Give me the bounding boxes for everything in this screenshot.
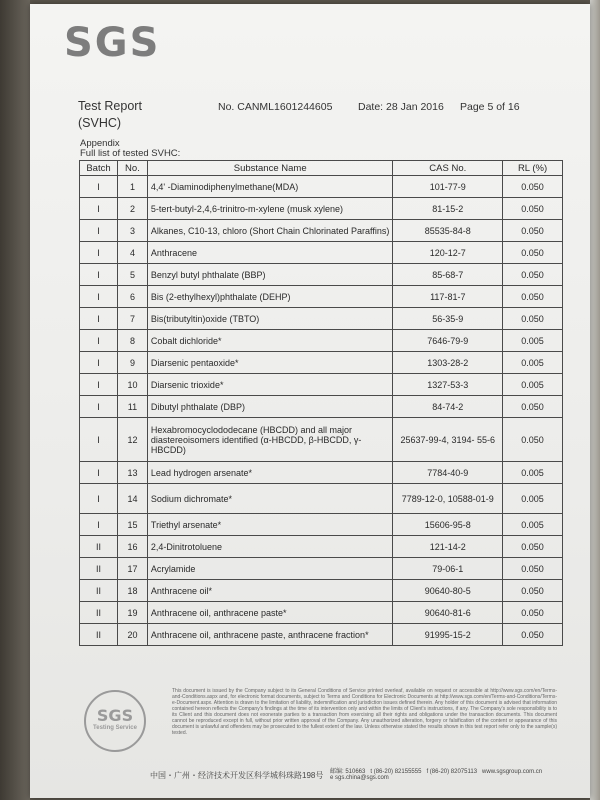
cell-substance: 5-tert-butyl-2,4,6-trinitro-m-xylene (musk xylene) bbox=[147, 198, 393, 220]
page-number: Page 5 of 16 bbox=[460, 101, 520, 113]
cell-substance: 4,4' -Diaminodiphenylmethane(MDA) bbox=[147, 176, 393, 198]
table-row bbox=[80, 286, 563, 308]
cell-batch: II bbox=[80, 624, 118, 646]
report-number: No. CANML1601244605 bbox=[218, 101, 333, 113]
cell-batch: I bbox=[80, 396, 118, 418]
cell-substance: Dibutyl phthalate (DBP) bbox=[147, 396, 393, 418]
cell-substance: 2,4-Dinitrotoluene bbox=[147, 536, 393, 558]
cell-rl: 0.005 bbox=[503, 374, 563, 396]
cell-batch: I bbox=[80, 308, 118, 330]
table-row bbox=[80, 242, 563, 264]
cell-no: 17 bbox=[117, 558, 147, 580]
appendix-label: Appendix bbox=[80, 138, 120, 149]
footer-fax: f (86-20) 82075113 bbox=[426, 769, 478, 775]
table-row bbox=[80, 536, 563, 558]
cell-cas: 25637-99-4, 3194- 55-6 bbox=[393, 418, 503, 462]
cell-substance: Lead hydrogen arsenate* bbox=[147, 462, 393, 484]
cell-substance: Bis (2-ethylhexyl)phthalate (DEHP) bbox=[147, 286, 393, 308]
column-header-batch: Batch bbox=[80, 161, 118, 176]
cell-cas: 120-12-7 bbox=[393, 242, 503, 264]
cell-rl: 0.050 bbox=[503, 242, 563, 264]
cell-no: 10 bbox=[117, 374, 147, 396]
cell-substance: Acrylamide bbox=[147, 558, 393, 580]
cell-no: 6 bbox=[117, 286, 147, 308]
cell-rl: 0.050 bbox=[503, 220, 563, 242]
table-row bbox=[80, 558, 563, 580]
report-title: Test Report bbox=[78, 99, 142, 113]
cell-batch: II bbox=[80, 558, 118, 580]
cell-cas: 7646-79-9 bbox=[393, 330, 503, 352]
cell-substance: Benzyl butyl phthalate (BBP) bbox=[147, 264, 393, 286]
cell-no: 18 bbox=[117, 580, 147, 602]
cell-rl: 0.050 bbox=[503, 396, 563, 418]
column-header-rl: RL (%) bbox=[503, 161, 563, 176]
cell-substance: Diarsenic pentaoxide* bbox=[147, 352, 393, 374]
cell-batch: I bbox=[80, 514, 118, 536]
cell-rl: 0.050 bbox=[503, 264, 563, 286]
table-row bbox=[80, 602, 563, 624]
cell-no: 11 bbox=[117, 396, 147, 418]
cell-batch: I bbox=[80, 242, 118, 264]
report-subtitle: (SVHC) bbox=[78, 116, 122, 130]
cell-no: 7 bbox=[117, 308, 147, 330]
sgs-logo: SGS bbox=[64, 20, 161, 66]
cell-batch: I bbox=[80, 462, 118, 484]
cell-cas: 85-68-7 bbox=[393, 264, 503, 286]
table-row bbox=[80, 330, 563, 352]
cell-rl: 0.005 bbox=[503, 462, 563, 484]
cell-cas: 117-81-7 bbox=[393, 286, 503, 308]
footer-postcode: 邮编: 510663 bbox=[330, 769, 366, 775]
cell-no: 2 bbox=[117, 198, 147, 220]
cell-rl: 0.050 bbox=[503, 418, 563, 462]
cell-batch: I bbox=[80, 264, 118, 286]
cell-no: 19 bbox=[117, 602, 147, 624]
footer-web: www.sgsgroup.com.cn bbox=[482, 769, 543, 775]
cell-no: 20 bbox=[117, 624, 147, 646]
cell-batch: II bbox=[80, 580, 118, 602]
cell-no: 15 bbox=[117, 514, 147, 536]
footer-phone: t (86-20) 82155555 bbox=[370, 769, 422, 775]
cell-cas: 7789-12-0, 10588-01-9 bbox=[393, 484, 503, 514]
cell-substance: Anthracene oil* bbox=[147, 580, 393, 602]
cell-no: 8 bbox=[117, 330, 147, 352]
table-row bbox=[80, 624, 563, 646]
svhc-table bbox=[79, 160, 563, 646]
cell-batch: I bbox=[80, 176, 118, 198]
cell-rl: 0.050 bbox=[503, 176, 563, 198]
cell-rl: 0.005 bbox=[503, 484, 563, 514]
footer-address-cn: 中国・广州・经济技术开发区科学城科珠路198号 bbox=[150, 771, 324, 780]
cell-rl: 0.005 bbox=[503, 330, 563, 352]
table-row bbox=[80, 484, 563, 514]
cell-substance: Anthracene oil, anthracene paste* bbox=[147, 602, 393, 624]
table-header-row bbox=[80, 161, 563, 176]
cell-no: 9 bbox=[117, 352, 147, 374]
cell-rl: 0.050 bbox=[503, 536, 563, 558]
sgs-seal-stamp bbox=[84, 690, 146, 752]
cell-cas: 101-77-9 bbox=[393, 176, 503, 198]
column-header-cas: CAS No. bbox=[393, 161, 503, 176]
cell-substance: Diarsenic trioxide* bbox=[147, 374, 393, 396]
table-row bbox=[80, 176, 563, 198]
table-row bbox=[80, 396, 563, 418]
cell-no: 1 bbox=[117, 176, 147, 198]
cell-batch: I bbox=[80, 330, 118, 352]
cell-substance: Triethyl arsenate* bbox=[147, 514, 393, 536]
cell-batch: I bbox=[80, 418, 118, 462]
cell-rl: 0.050 bbox=[503, 286, 563, 308]
cell-rl: 0.050 bbox=[503, 580, 563, 602]
cell-cas: 79-06-1 bbox=[393, 558, 503, 580]
table-row bbox=[80, 308, 563, 330]
cell-batch: I bbox=[80, 286, 118, 308]
cell-batch: I bbox=[80, 484, 118, 514]
cell-substance: Anthracene oil, anthracene paste, anthracene fraction* bbox=[147, 624, 393, 646]
cell-substance: Alkanes, C10-13, chloro (Short Chain Chlorinated Paraffins) bbox=[147, 220, 393, 242]
cell-substance: Cobalt dichloride* bbox=[147, 330, 393, 352]
cell-batch: II bbox=[80, 536, 118, 558]
cell-cas: 81-15-2 bbox=[393, 198, 503, 220]
seal-text: Testing Service bbox=[93, 725, 137, 731]
cell-no: 4 bbox=[117, 242, 147, 264]
cell-substance: Sodium dichromate* bbox=[147, 484, 393, 514]
cell-cas: 90640-80-5 bbox=[393, 580, 503, 602]
cell-substance: Hexabromocyclododecane (HBCDD) and all major diastereoisomers identified (α-HBCDD, β-HBCDD, γ-HBCDD) bbox=[147, 418, 393, 462]
report-date: Date: 28 Jan 2016 bbox=[358, 101, 444, 113]
list-title: Full list of tested SVHC: bbox=[80, 148, 181, 159]
cell-cas: 90640-81-6 bbox=[393, 602, 503, 624]
cell-no: 13 bbox=[117, 462, 147, 484]
cell-cas: 7784-40-9 bbox=[393, 462, 503, 484]
cell-batch: I bbox=[80, 198, 118, 220]
cell-no: 16 bbox=[117, 536, 147, 558]
cell-cas: 1327-53-3 bbox=[393, 374, 503, 396]
table-row bbox=[80, 418, 563, 462]
column-header-substance: Substance Name bbox=[147, 161, 393, 176]
cell-no: 12 bbox=[117, 418, 147, 462]
cell-rl: 0.005 bbox=[503, 352, 563, 374]
cell-cas: 85535-84-8 bbox=[393, 220, 503, 242]
cell-batch: I bbox=[80, 352, 118, 374]
cell-substance: Bis(tributyltin)oxide (TBTO) bbox=[147, 308, 393, 330]
footer-contact bbox=[330, 766, 542, 781]
seal-logo: SGS bbox=[96, 706, 134, 725]
table-row bbox=[80, 220, 563, 242]
cell-rl: 0.050 bbox=[503, 198, 563, 220]
cell-cas: 56-35-9 bbox=[393, 308, 503, 330]
cell-no: 14 bbox=[117, 484, 147, 514]
photo-background-right bbox=[590, 0, 600, 800]
cell-cas: 91995-15-2 bbox=[393, 624, 503, 646]
cell-rl: 0.050 bbox=[503, 308, 563, 330]
cell-cas: 15606-95-8 bbox=[393, 514, 503, 536]
table-row bbox=[80, 264, 563, 286]
table-row bbox=[80, 352, 563, 374]
cell-rl: 0.050 bbox=[503, 558, 563, 580]
table-row bbox=[80, 580, 563, 602]
cell-cas: 1303-28-2 bbox=[393, 352, 503, 374]
table-row bbox=[80, 514, 563, 536]
cell-cas: 121-14-2 bbox=[393, 536, 503, 558]
cell-substance: Anthracene bbox=[147, 242, 393, 264]
cell-no: 5 bbox=[117, 264, 147, 286]
disclaimer-fine-print: This document is issued by the Company subject to its General Conditions of Service printed overleaf, available on request or accessible at http://www.sgs.com/en/Terms-and-Conditions.aspx and, for electronic format documents, subject to Terms and Conditions for Electronic Documents at http://www.sgs.com/en/Terms-and-Conditions/Terms-e-Document.aspx. Attention is drawn to the limitation of liability, indemnification and jurisdiction issues defined therein. Any holder of this document is advised that information contained hereon reflects the Company's findings at the time of its intervention only and within the limits of Client's instructions, if any. The Company's sole responsibility is to its Client and this document does not exonerate parties to a transaction from exercising all their rights and obligations under the transaction documents. This document cannot be reproduced except in full, without prior written approval of the Company. Any unauthorized alteration, forgery or falsification of the content or appearance of this document is unlawful and offenders may be prosecuted to the fullest extent of the law. Unless otherwise stated the results shown in this test report refer only to the sample(s) tested. bbox=[172, 688, 557, 736]
cell-no: 3 bbox=[117, 220, 147, 242]
table-row bbox=[80, 374, 563, 396]
cell-batch: II bbox=[80, 602, 118, 624]
cell-cas: 84-74-2 bbox=[393, 396, 503, 418]
cell-rl: 0.050 bbox=[503, 624, 563, 646]
cell-batch: I bbox=[80, 374, 118, 396]
cell-batch: I bbox=[80, 220, 118, 242]
table-row bbox=[80, 462, 563, 484]
photo-background-left bbox=[0, 0, 30, 800]
footer-email: e sgs.china@sgs.com bbox=[330, 775, 389, 781]
cell-rl: 0.050 bbox=[503, 602, 563, 624]
table-row bbox=[80, 198, 563, 220]
cell-rl: 0.005 bbox=[503, 514, 563, 536]
column-header-no: No. bbox=[117, 161, 147, 176]
